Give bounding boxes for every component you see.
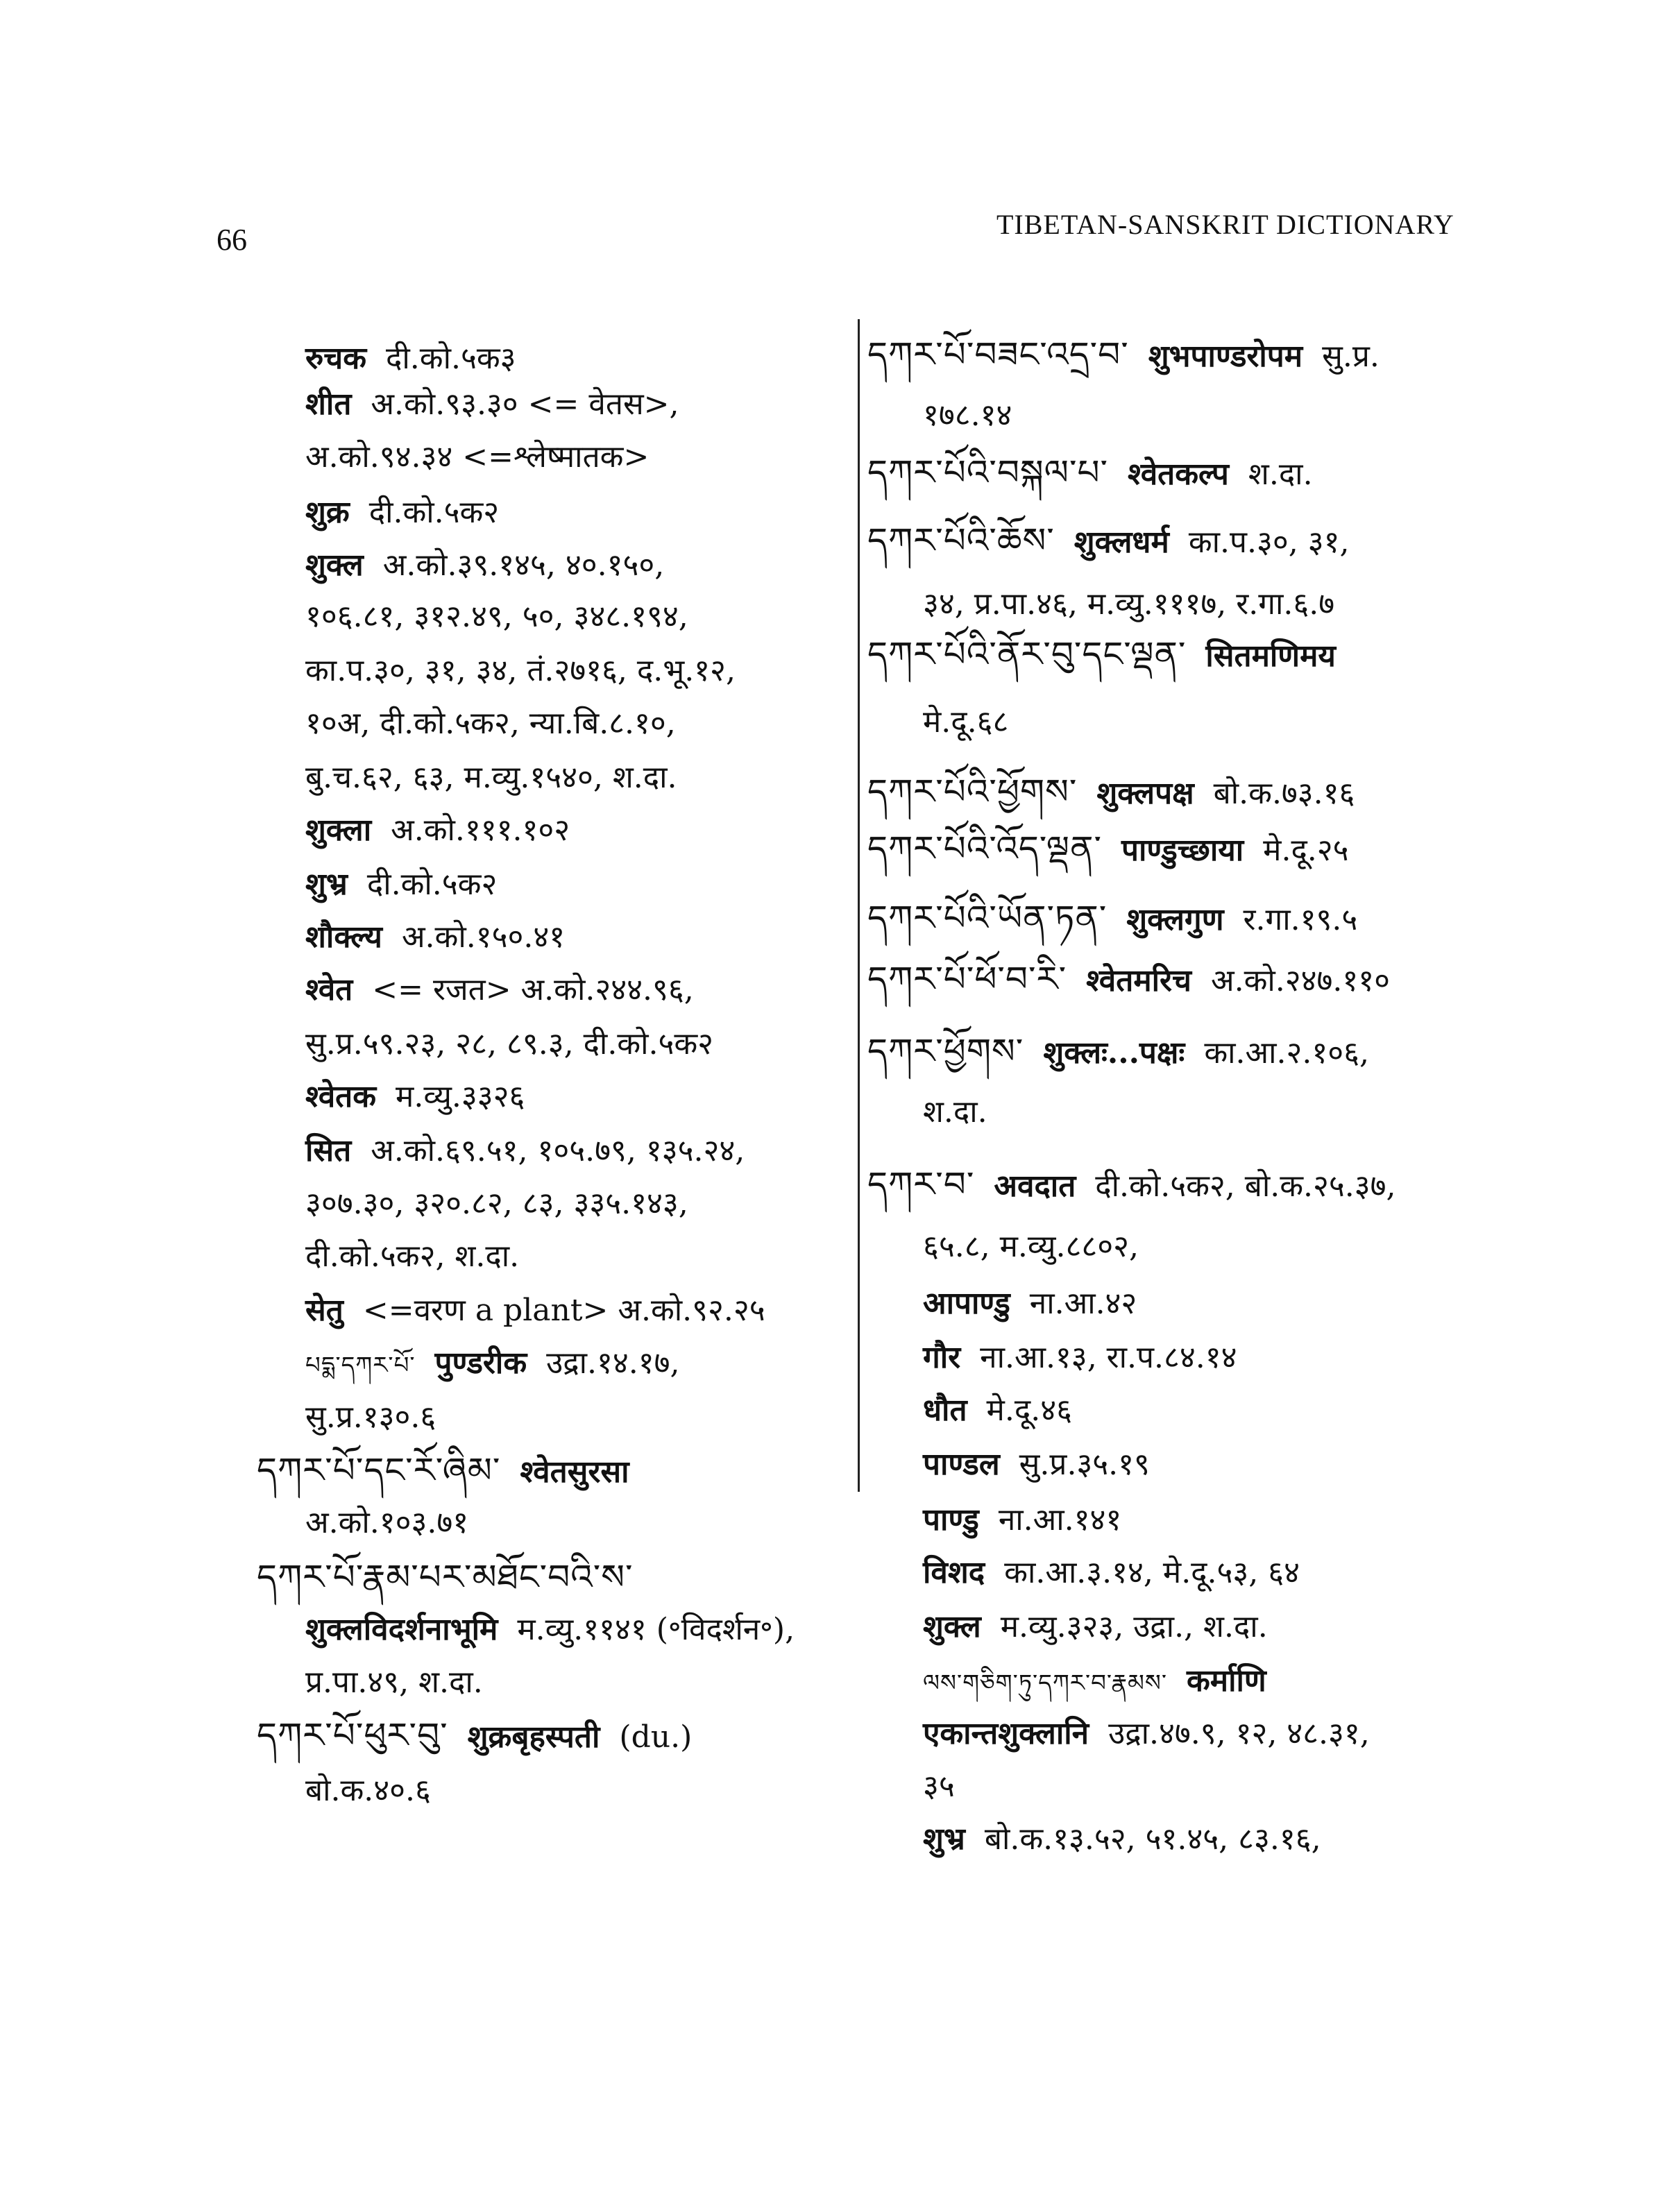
tibetan-term: དཀར་པོ་དང་རོ་ཞིམ་ <box>257 1450 501 1490</box>
citation-reference: १०अ, दी.को.५क२, न्या.बि.८.१०, <box>305 706 676 741</box>
citation-reference: म.व्यु.११४१ (॰विदर्शन॰), <box>517 1612 795 1647</box>
citation-reference: ३०७.३०, ३२०.८२, ८३, ३३५.१४३, <box>305 1186 688 1221</box>
citation-reference: ६५.८, म.व्यु.८८०२, <box>923 1229 1139 1264</box>
dictionary-line <box>867 899 1357 939</box>
citation-reference: उद्रा.१४.१७, <box>546 1345 680 1381</box>
sanskrit-headword: पुण्डरीक <box>434 1345 527 1381</box>
sanskrit-headword: गौर <box>923 1340 961 1375</box>
tibetan-term: དཀར་པོ་བཟང་འདྲ་བ་ <box>867 334 1129 375</box>
citation-reference: मे.दू.६८ <box>923 704 1009 740</box>
citation-reference: १०६.८१, ३१२.४९, ५०, ३४८.१९४, <box>305 599 688 634</box>
tibetan-term: དཀར་པོ་ཕོ་བ་རི་ <box>867 959 1067 999</box>
sanskrit-headword: श्वेत <box>305 972 353 1007</box>
dictionary-line <box>867 636 1336 675</box>
citation-reference: का.आ.३.१४, मे.दू.५३, ६४ <box>1004 1555 1300 1590</box>
dictionary-line <box>867 1166 1396 1205</box>
sanskrit-headword: श्वेतमरिच <box>1086 963 1191 998</box>
citation-reference: का.प.३०, ३१, ३४, तं.२७१६, द.भू.१२, <box>305 653 736 688</box>
citation-reference: उद्रा.४७.९, १२, ४८.३१, <box>1108 1716 1370 1751</box>
citation-reference: का.प.३०, ३१, <box>1188 525 1350 560</box>
citation-reference: मे.दू.२५ <box>1263 833 1349 868</box>
citation-reference: अ.को.१११.१०२ <box>391 813 570 848</box>
tibetan-term: དཀར་པོའི་ཡོན་ཏན་ <box>867 898 1108 938</box>
citation-reference: <= रजत> अ.को.२४४.९६, <box>372 972 694 1007</box>
tibetan-term: དཀར་པོའི་བསྐལ་པ་ <box>867 452 1108 493</box>
citation-reference: (du.) <box>619 1719 693 1755</box>
dictionary-line <box>867 522 1349 561</box>
citation-reference: का.आ.२.१०६, <box>1204 1035 1369 1071</box>
citation-reference: म.व्यु.३२३, उद्रा., श.दा. <box>1000 1609 1268 1644</box>
sanskrit-headword: एकान्तशुक्लानि <box>923 1716 1089 1751</box>
sanskrit-headword: शुक्लविदर्शनाभूमि <box>305 1612 498 1647</box>
dictionary-line <box>867 454 1313 493</box>
sanskrit-headword: श्वेतसुरसा <box>520 1454 629 1490</box>
citation-reference: सु.प्र.१३०.६ <box>305 1399 436 1435</box>
sanskrit-headword: शुभ्र <box>923 1821 965 1857</box>
citation-reference: दी.को.५क२ <box>366 867 498 902</box>
citation-reference: ३४, प्र.पा.४६, म.व्यु.१११७, र.गा.६.७ <box>923 586 1335 622</box>
dictionary-line <box>867 830 1349 869</box>
sanskrit-headword: शुक्ल <box>305 547 364 583</box>
sanskrit-headword: पाण्डु <box>923 1502 979 1538</box>
citation-reference: म.व्यु.३३२६ <box>396 1079 525 1114</box>
citation-reference: मे.दू.४६ <box>986 1393 1072 1428</box>
sanskrit-headword: सितमणिमय <box>1205 638 1336 674</box>
citation-reference: बो.क.४०.६ <box>305 1773 431 1808</box>
citation-reference: ना.आ.१४१ <box>998 1502 1122 1538</box>
dictionary-line <box>923 1554 1300 1592</box>
sanskrit-headword: शुक्ला <box>305 813 372 848</box>
dictionary-line <box>867 773 1355 813</box>
dictionary-line <box>923 1446 1150 1483</box>
dictionary-line <box>867 960 1390 1000</box>
sanskrit-headword: शुक्लगुण <box>1126 902 1224 937</box>
sanskrit-headword: शौक्ल्य <box>305 919 382 955</box>
citation-reference: दी.को.५क२, श.दा. <box>305 1239 520 1274</box>
dictionary-line <box>867 1032 1369 1072</box>
dictionary-line <box>923 1501 1121 1539</box>
citation-reference: ना.आ.४२ <box>1029 1286 1137 1321</box>
dictionary-line <box>923 1662 1266 1702</box>
citation-reference: ना.आ.१३, रा.प.८४.१४ <box>980 1340 1237 1375</box>
dictionary-line <box>923 397 1012 434</box>
tibetan-term: དཀར་པོའི་ནོར་བུ་དང་ལྡན་ <box>867 634 1187 674</box>
citation-reference: बु.च.६२, ६३, म.व्यु.१५४०, श.दा. <box>305 760 677 795</box>
citation-reference: सु.प्र.३५.१९ <box>1019 1447 1150 1482</box>
dictionary-line <box>923 586 1334 623</box>
citation-reference: अ.को.९४.३४ <=श्लेष्मातक> <box>305 439 650 475</box>
dictionary-line <box>923 1339 1237 1377</box>
tibetan-phrase: ལས་གཅིག་ཏུ་དཀར་བ་རྣམས་ <box>923 1669 1167 1697</box>
page-number: 66 <box>217 223 247 257</box>
sanskrit-headword: रुचक <box>305 341 367 376</box>
citation-reference: दी.को.५क३ <box>386 341 516 376</box>
citation-reference: सु.प्र.५९.२३, २८, ८९.३, दी.को.५क२ <box>305 1026 714 1062</box>
sanskrit-headword: पाण्डल <box>923 1447 1000 1482</box>
citation-reference: सु.प्र. <box>1322 339 1380 374</box>
sanskrit-headword: शुक्र <box>305 495 350 530</box>
sanskrit-headword: विशद <box>923 1555 985 1590</box>
sanskrit-headword: श्वेतक <box>305 1079 377 1114</box>
sanskrit-headword: धौत <box>923 1393 967 1428</box>
citation-reference: अ.को.६९.५१, १०५.७९, १३५.२४, <box>371 1133 745 1168</box>
citation-reference: अ.को.९३.३० <= वेतस>, <box>371 386 679 422</box>
dictionary-line <box>923 1768 955 1805</box>
citation-reference: अ.को.१०३.७१ <box>305 1505 469 1540</box>
sanskrit-headword: शुक्रबृहस्पती <box>467 1719 600 1755</box>
citation-reference: बो.क.७३.१६ <box>1213 776 1355 811</box>
citation-reference: अ.को.३९.१४५, ४०.१५०, <box>382 547 665 583</box>
sanskrit-headword: शुभपाण्डरोपम <box>1148 339 1303 374</box>
sanskrit-headword: आपाण्डु <box>923 1286 1010 1321</box>
dictionary-line <box>923 1608 1268 1646</box>
tibetan-term: དཀར་པོའི་ཆོས་ <box>867 520 1055 561</box>
citation-reference: बो.क.१३.५२, ५१.४५, ८३.१६, <box>984 1821 1321 1857</box>
sanskrit-headword: शुक्लः...पक्षः <box>1043 1035 1185 1071</box>
sanskrit-headword: शुभ्र <box>305 867 348 902</box>
running-title: TIBETAN-SANSKRIT DICTIONARY <box>996 209 1454 240</box>
dictionary-line <box>923 1715 1370 1753</box>
tibetan-term: དཀར་པོ་ཕུར་བུ་ <box>257 1715 448 1755</box>
sanskrit-headword: शुक्लधर्म <box>1074 525 1169 560</box>
citation-reference: अ.को.१५०.४१ <box>401 919 566 955</box>
citation-reference: १७८.१४ <box>923 398 1012 433</box>
dictionary-line <box>923 1392 1072 1429</box>
sanskrit-headword: शीत <box>305 386 352 422</box>
sanskrit-headword: श्वेतकल्प <box>1128 457 1229 492</box>
sanskrit-headword: कर्माणि <box>1187 1663 1266 1699</box>
citation-reference: दी.को.५क२ <box>368 495 500 530</box>
sanskrit-headword: अवदात <box>994 1168 1076 1204</box>
dictionary-line <box>867 336 1380 375</box>
tibetan-term: དཀར་ཕྱོགས་ <box>867 1031 1024 1071</box>
citation-reference: प्र.पा.४९, श.दा. <box>305 1665 483 1700</box>
tibetan-term: དཀར་པོའི་འོད་ལྡན་ <box>867 828 1102 869</box>
dictionary-line <box>923 1094 987 1131</box>
citation-reference: र.गा.१९.५ <box>1243 902 1358 937</box>
citation-reference: अ.को.२४७.११० <box>1211 963 1391 998</box>
sanskrit-headword: सेतु <box>305 1293 343 1328</box>
sanskrit-headword: शुक्लपक्ष <box>1096 776 1194 811</box>
dictionary-line <box>923 1821 1321 1858</box>
dictionary-line <box>923 1285 1137 1322</box>
tibetan-term: དཀར་པོ་རྣམ་པར་མཐོང་བའི་ས་ <box>257 1557 634 1597</box>
tibetan-term: དཀར་བ་ <box>867 1164 975 1205</box>
citation-reference: ३५ <box>923 1769 955 1804</box>
tibetan-phrase: པདྨ་དཀར་པོ་ <box>305 1352 416 1379</box>
dictionary-line <box>923 704 1008 741</box>
sanskrit-headword: सित <box>305 1133 352 1168</box>
citation-reference: श.दा. <box>923 1094 987 1130</box>
sanskrit-headword: शुक्ल <box>923 1609 981 1644</box>
citation-reference: दी.को.५क२, बो.क.२५.३७, <box>1095 1168 1396 1204</box>
citation-reference: श.दा. <box>1248 457 1313 492</box>
sanskrit-headword: पाण्डुच्छाया <box>1121 833 1244 868</box>
tibetan-term: དཀར་པོའི་ཕྱོགས་ <box>867 772 1078 812</box>
citation-reference: <=वरण a plant> अ.को.९२.२५ <box>362 1293 765 1328</box>
dictionary-line <box>923 1228 1139 1266</box>
